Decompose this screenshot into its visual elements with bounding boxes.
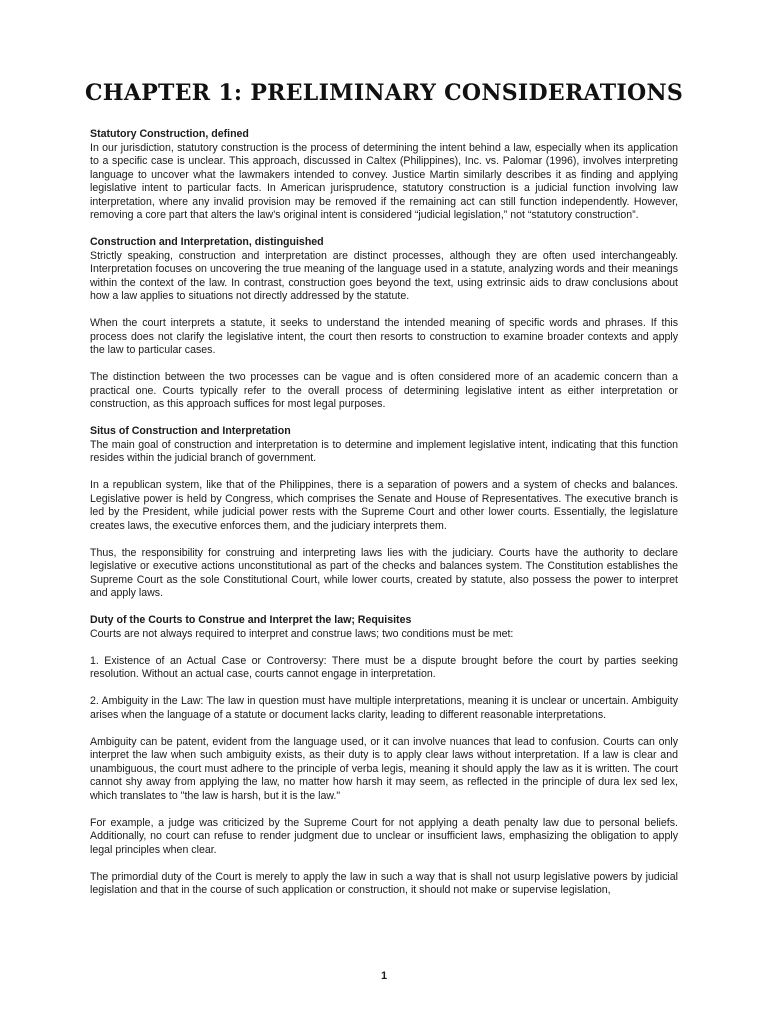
paragraph-spacer [90, 722, 678, 736]
paragraph: Thus, the responsibility for construing and interpreting laws lies with the judiciary. Courts have the authority to declare legislative or executive actions unconstitutional as part of the checks and balances system. The Constitution establishes the Supreme Court as the sole Constitutional Court, while lower courts, created by statute, also possess the power to interpret and apply laws. [90, 546, 678, 599]
paragraph: In a republican system, like that of the Philippines, there is a separation of powers and a system of checks and balances. Legislative power is held by Congress, which comprises the Senate and House of Representatives. The executive branch is led by the President, while judicial power rests with the Supreme Court and other lower courts. Essentially, the legislature creates laws, the executive enforces them, and the judiciary interprets them. [90, 479, 678, 532]
paragraph-spacer [90, 857, 678, 871]
section-heading-situs: Situs of Construction and Interpretation [90, 425, 291, 437]
paragraph-spacer [90, 358, 678, 372]
paragraph-spacer [90, 533, 678, 547]
paragraph-spacer [90, 412, 678, 426]
paragraph: The main goal of construction and interpretation is to determine and implement legislative intent, indicating that this function resides within the judicial branch of government. [90, 438, 678, 464]
list-item-actual-case: 1. Existence of an Actual Case or Controversy: There must be a dispute brought before the court by parties seeking resolution. Without an actual case, courts cannot engage in interpretation. [90, 654, 678, 680]
list-item-ambiguity: 2. Ambiguity in the Law: The law in question must have multiple interpretations, meaning it is unclear or uncertain. Ambiguity arises when the language of a statute or document lacks clarity, leading to different reasonable interpretations. [90, 695, 678, 721]
paragraph-spacer [90, 803, 678, 817]
paragraph: Ambiguity can be patent, evident from the language used, or it can involve nuances that lead to confusion. Courts can only interpret the law when such ambiguity exists, as their duty is to apply clear laws without interpretation. If a law is clear and unambiguous, the court must adhere to the principle of verba legis, meaning it should apply the law as it is written. The court cannot shy away from applying the law, no matter how harsh it may seem, as reflected in the principle of dura lex sed lex, which translates to "the law is harsh, but it is the law." [90, 735, 678, 802]
section-heading-duty-of-courts: Duty of the Courts to Construe and Interpret the law; Requisites [90, 614, 412, 626]
paragraph-spacer [90, 601, 678, 615]
paragraph: Strictly speaking, construction and interpretation are distinct processes, although they are often used interchangeably. Interpretation focuses on uncovering the true meaning of the language used in a statute, analyzing words and their meanings within the context of the law. In contrast, construction goes beyond the text, using extrinsic aids to draw conclusions about how a law applies to situations not directly addressed by the statute. [90, 249, 678, 302]
section-heading-statutory-construction: Statutory Construction, defined [90, 128, 249, 140]
paragraph: The primordial duty of the Court is merely to apply the law in such a way that is shall not usurp legislative powers by judicial legislation and that in the course of such application or construction, it should not make or supervise legislation, [90, 870, 678, 896]
paragraph-spacer [90, 682, 678, 696]
paragraph-spacer [90, 466, 678, 480]
page-number: 1 [380, 970, 388, 982]
paragraph: Courts are not always required to interpret and construe laws; two conditions must be met: [90, 627, 514, 640]
section-heading-construction-interpretation: Construction and Interpretation, distinguished [90, 236, 324, 248]
chapter-title: CHAPTER 1: PRELIMINARY CONSIDERATIONS [84, 80, 684, 106]
paragraph-spacer [90, 641, 678, 655]
paragraph: In our jurisdiction, statutory construction is the process of determining the intent behind a law, especially when its application to a specific case is unclear. This approach, discussed in Caltex (Philippines), Inc. vs. Palomar (1996), involves interpreting language to uncover what the lawmakers intended to convey. Justice Martin similarly describes it as finding and applying legislative intent to particular facts. In American jurisprudence, statutory construction is a judicial function involving law interpretation, where any invalid provision may be removed if the remaining act can still function independently. However, removing a core part that alters the law’s original intent is considered “judicial legislation,” not “statutory construction”. [90, 141, 678, 221]
document-body [90, 128, 678, 898]
paragraph: For example, a judge was criticized by the Supreme Court for not applying a death penalty law due to personal beliefs. Additionally, no court can refuse to render judgment due to unclear or insufficient laws, emphasizing the obligation to apply legal principles when clear. [90, 816, 678, 856]
paragraph-spacer [90, 223, 678, 237]
paragraph: The distinction between the two processes can be vague and is often considered more of an academic concern than a practical one. Courts typically refer to the overall process of determining legislative intent as either interpretation or construction, as this approach suffices for most legal purposes. [90, 371, 678, 410]
paragraph-spacer [90, 304, 678, 318]
paragraph: When the court interprets a statute, it seeks to understand the intended meaning of specific words and phrases. If this process does not clarify the legislative intent, the court then resorts to construction to examine broader contexts and apply the law to particular cases. [90, 317, 678, 356]
